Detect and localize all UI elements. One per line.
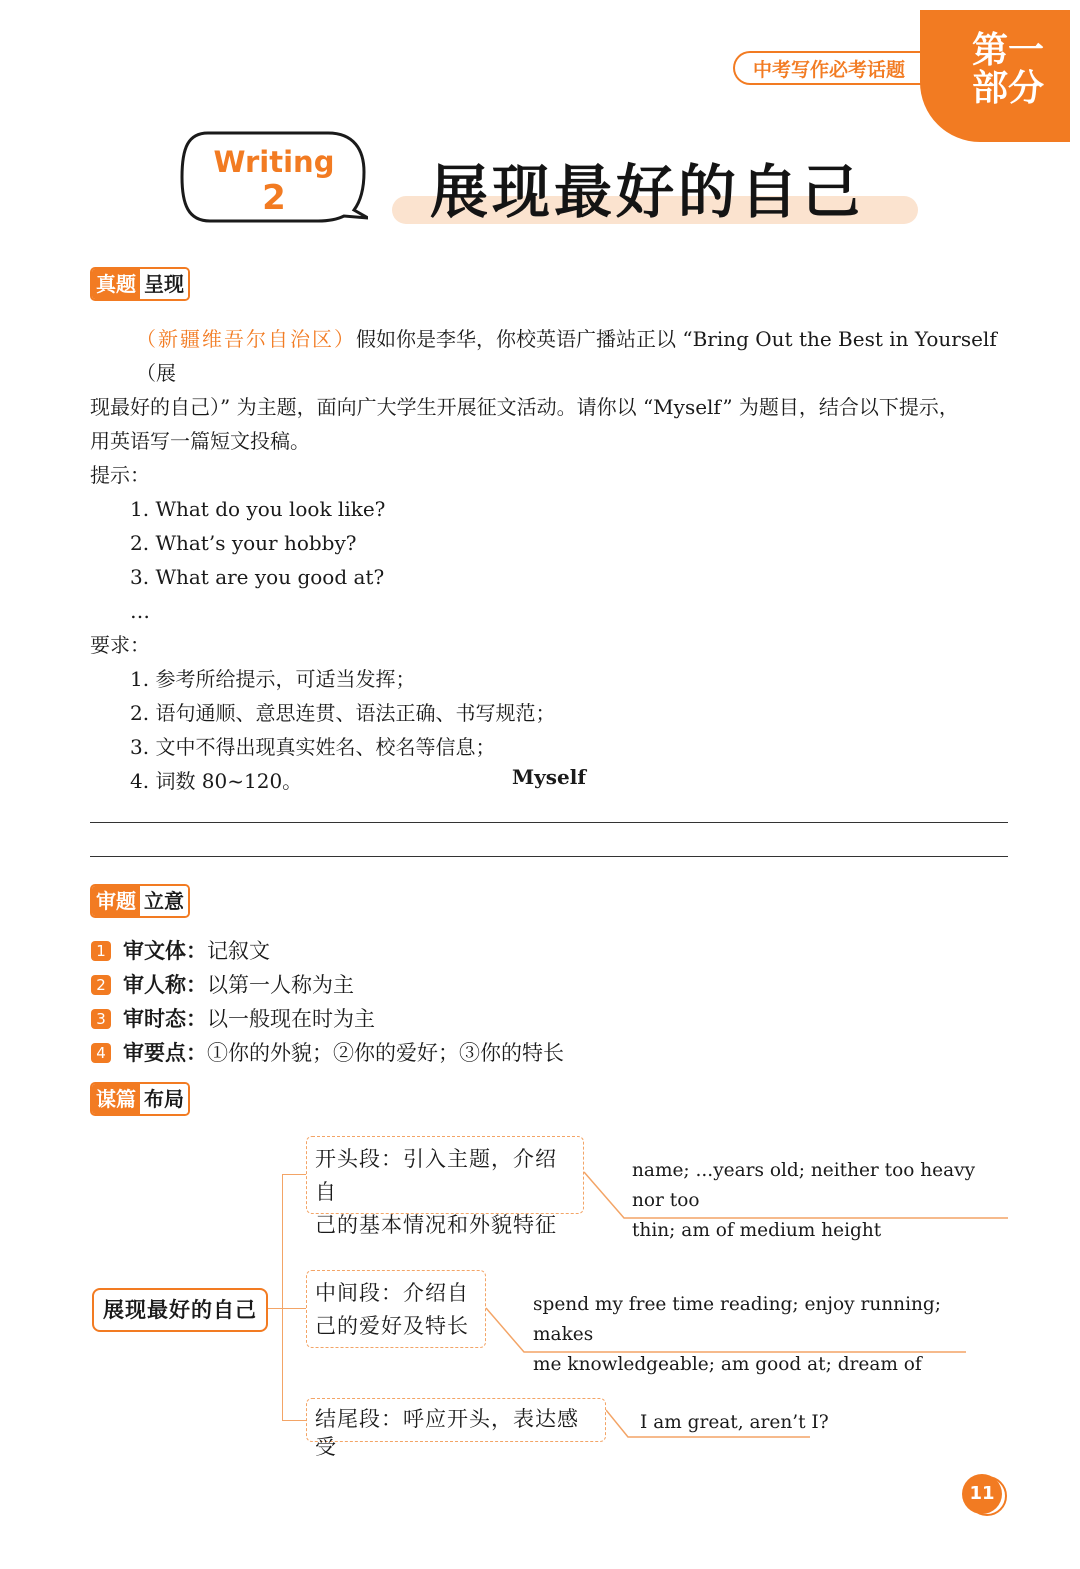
- hints-label: 提示：: [90, 463, 150, 487]
- requirement-item: 4. 词数 80~120。: [130, 769, 303, 793]
- item-number-badge: 3: [91, 1009, 111, 1029]
- analysis-value: 以第一人称为主: [207, 973, 354, 997]
- essay-title: Myself: [512, 765, 586, 789]
- hint-item: 3. What are you good at?: [130, 565, 385, 589]
- section-tag-part-a: 审题: [92, 886, 140, 916]
- topic-label: 中考写作必考话题: [733, 51, 947, 85]
- analysis-key: 审要点：: [123, 1041, 207, 1065]
- part-label: [968, 32, 1048, 108]
- mindmap-root: 展现最好的自己: [92, 1288, 268, 1332]
- section-tag-real-question: [90, 267, 190, 301]
- section-tag-part-b: 呈现: [140, 269, 188, 299]
- answer-line: [90, 822, 1008, 823]
- page-title: 展现最好的自己: [430, 158, 865, 226]
- requirement-item: 2. 语句通顺、意思连贯、语法正确、书写规范；: [130, 701, 556, 725]
- branch-english-ending: I am great, aren’t I?: [640, 1412, 829, 1433]
- connector-trunk: [282, 1174, 283, 1420]
- prompt-paragraph: [90, 322, 1020, 798]
- analysis-value: ①你的外貌；②你的爱好；③你的特长: [207, 1041, 564, 1065]
- requirements-label: 要求：: [90, 633, 150, 657]
- analysis-list: [91, 934, 691, 1070]
- analysis-item: [91, 934, 691, 968]
- analysis-key: 审人称：: [123, 973, 207, 997]
- branch-line: 结尾段：呼应开头，表达感受: [315, 1407, 579, 1459]
- requirement-item: 3. 文中不得出现真实姓名、校名等信息；: [130, 735, 496, 759]
- answer-line: [90, 856, 1008, 857]
- prompt-line-1: 假如你是李华，你校英语广播站正以 “Bring Out the Best in Yourself（展: [136, 327, 997, 385]
- analysis-item: [91, 968, 691, 1002]
- hint-item: …: [130, 599, 150, 623]
- analysis-item: [91, 1002, 691, 1036]
- writing-label: Writing: [213, 145, 335, 179]
- section-tag-part-a: 真题: [92, 269, 140, 299]
- part-label-line2: 部分: [971, 68, 1044, 109]
- branch-line: 中间段：介绍自: [315, 1281, 469, 1305]
- item-number-badge: 1: [91, 941, 111, 961]
- connector-line: [268, 1308, 282, 1309]
- mindmap-branch-ending: [306, 1398, 606, 1459]
- english-line: spend my free time reading; enjoy running; makes: [533, 1294, 942, 1345]
- branch-line: 己的爱好及特长: [315, 1314, 469, 1338]
- analysis-value: 记叙文: [207, 939, 270, 963]
- region-label: （新疆维吾尔自治区）: [136, 327, 356, 351]
- connector-line: [282, 1174, 306, 1175]
- analysis-item: [91, 1036, 691, 1070]
- analysis-key: 审文体：: [123, 939, 207, 963]
- connector-line: [282, 1308, 306, 1309]
- english-line: name; ...years old; neither too heavy nor too: [632, 1160, 976, 1211]
- item-number-badge: 4: [91, 1043, 111, 1063]
- section-tag-part-b: 布局: [140, 1084, 188, 1114]
- mindmap-branch-opening: [306, 1136, 584, 1237]
- writing-number: 2: [262, 178, 286, 218]
- analysis-key: 审时态：: [123, 1007, 207, 1031]
- analysis-value: 以一般现在时为主: [207, 1007, 375, 1031]
- branch-line: 己的基本情况和外貌特征: [315, 1213, 557, 1237]
- branch-line: 开头段：引入主题，介绍自: [315, 1147, 557, 1204]
- requirement-item: 1. 参考所给提示，可适当发挥；: [130, 667, 416, 691]
- section-tag-structure: [90, 1082, 190, 1116]
- section-tag-analysis: [90, 884, 190, 918]
- page-number: 11: [962, 1474, 1002, 1514]
- part-label-line1: 第一: [971, 30, 1044, 71]
- prompt-line-3: 用英语写一篇短文投稿。: [90, 429, 310, 453]
- hint-item: 2. What’s your hobby?: [130, 531, 357, 555]
- prompt-line-2: 现最好的自己）” 为主题，面向广大学生开展征文活动。请你以 “Myself” 为题目，结合以下提示，: [90, 395, 959, 419]
- english-line: me knowledgeable; am good at; dream of: [533, 1354, 922, 1375]
- mindmap-branch-middle: [306, 1270, 486, 1348]
- connector-line: [282, 1420, 306, 1421]
- section-tag-part-a: 谋篇: [92, 1084, 140, 1114]
- english-line: thin; am of medium height: [632, 1220, 882, 1241]
- prompt-line: [90, 322, 1020, 390]
- item-number-badge: 2: [91, 975, 111, 995]
- branch-english-opening: [632, 1156, 1012, 1246]
- section-tag-part-b: 立意: [140, 886, 188, 916]
- hint-item: 1. What do you look like?: [130, 497, 386, 521]
- branch-english-middle: [533, 1290, 973, 1380]
